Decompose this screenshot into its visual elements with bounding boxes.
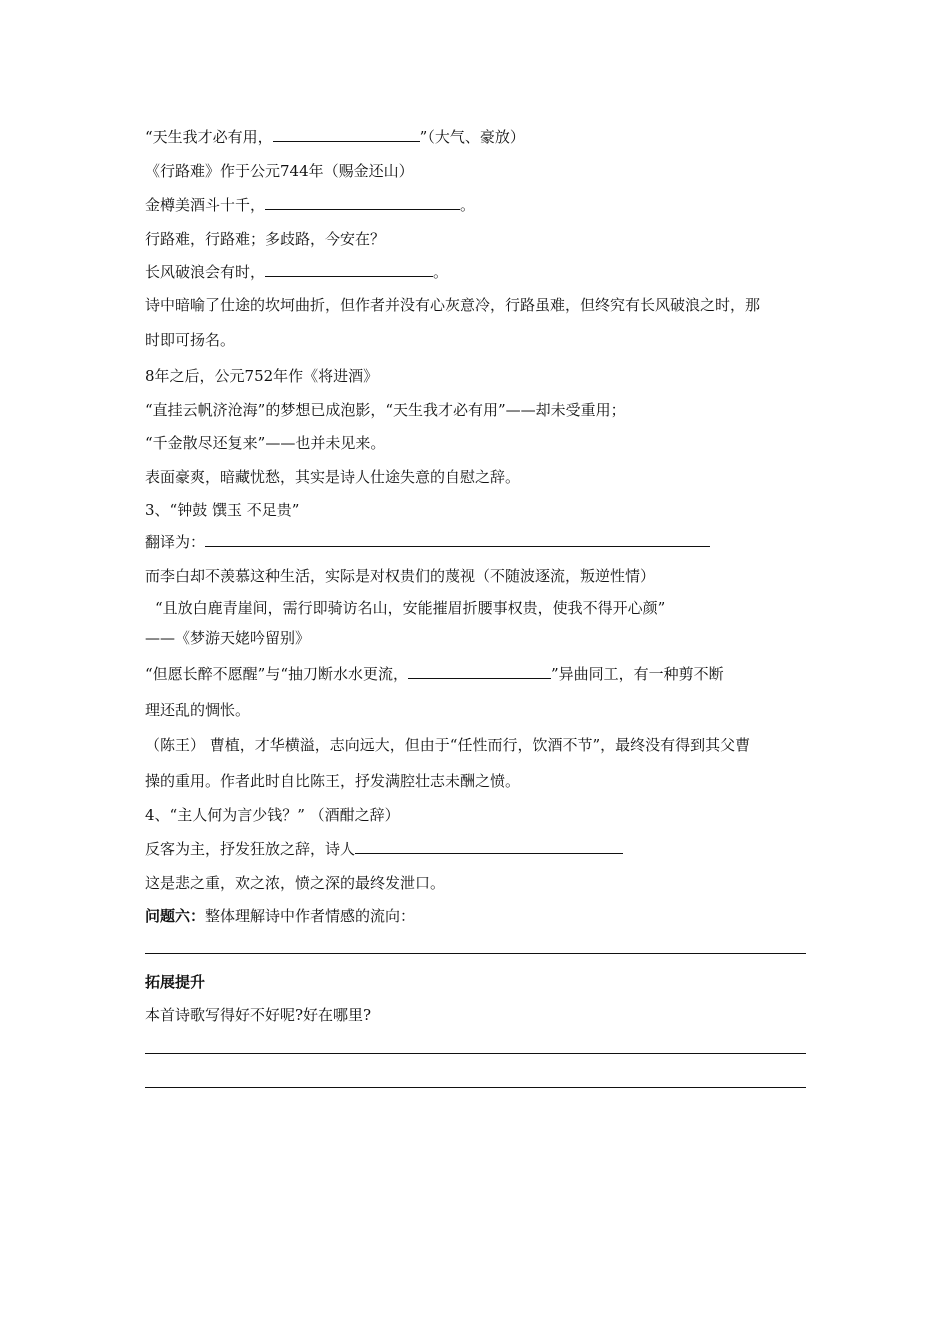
fill-blank-5[interactable] — [408, 664, 551, 679]
line-19: （陈王） 曹植，才华横溢，志向远大，但由于“任性而行，饮酒不节”，最终没有得到其父曹 — [145, 736, 751, 754]
line-22-text: 反客为主，抒发狂放之辞，诗人 — [145, 840, 356, 858]
line-8: 8年之后，公元752年作《将进酒》 — [145, 367, 379, 385]
period: 。 — [433, 263, 449, 281]
line-22 — [145, 839, 810, 859]
line-26: 本首诗歌写得好不好呢?好在哪里? — [145, 1006, 372, 1024]
line-21: 4、“主人何为言少钱？” （酒酣之辞） — [145, 806, 400, 824]
quote-end: ”（大气、豪放） — [419, 128, 525, 146]
line-6: 诗中暗喻了仕途的坎坷曲折，但作者并没有心灰意冷，行路虽难，但终究有长风破浪之时，那 — [145, 296, 761, 314]
fill-blank-6[interactable] — [355, 839, 623, 854]
line-23: 这是悲之重，欢之浓，愤之深的最终发泄口。 — [145, 874, 446, 892]
line-1 — [145, 127, 810, 147]
quote-start: “但愿长醉不愿醒”与“抽刀断水水更流， — [145, 665, 409, 683]
line-7: 时即可扬名。 — [145, 331, 236, 349]
line-17 — [145, 664, 810, 684]
question-six-label: 问题六： — [145, 907, 206, 925]
fill-blank-1[interactable] — [273, 127, 420, 142]
line-5 — [145, 262, 810, 282]
line-2: 《行路难》作于公元744年（赐金还山） — [145, 162, 414, 180]
line-18: 理还乱的惆怅。 — [145, 701, 251, 719]
question-six-text: 整体理解诗中作者情感的流向： — [205, 907, 416, 925]
translate-label: 翻译为： — [145, 533, 206, 551]
line-20: 操的重用。作者此时自比陈王，抒发满腔壮志未酬之愤。 — [145, 772, 521, 790]
quote-start: “天生我才必有用， — [145, 128, 273, 146]
answer-line-2[interactable] — [145, 1053, 806, 1054]
line-11: 表面豪爽，暗藏忧愁，其实是诗人仕途失意的自慰之辞。 — [145, 468, 521, 486]
line-4: 行路难，行路难；多歧路，今安在？ — [145, 230, 386, 248]
line-15: “且放白鹿青崖间，需行即骑访名山，安能摧眉折腰事权贵，使我不得开心颜” — [155, 599, 666, 617]
poem-start: 长风破浪会有时， — [145, 263, 266, 281]
poem-start: 金樽美酒斗十千， — [145, 196, 266, 214]
fill-blank-4[interactable] — [205, 532, 710, 547]
period: 。 — [460, 196, 476, 214]
line-12: 3、“钟鼓 馔玉 不足贵” — [145, 501, 300, 519]
fill-blank-2[interactable] — [265, 195, 460, 210]
line-10: “千金散尽还复来”——也并未见来。 — [145, 434, 386, 452]
line-3 — [145, 195, 810, 215]
line-16: ——《梦游天姥吟留别》 — [145, 629, 311, 647]
quote-end: ”异曲同工，有一种剪不断 — [551, 665, 724, 683]
answer-line-3[interactable] — [145, 1087, 806, 1088]
fill-blank-3[interactable] — [265, 262, 433, 277]
line-9: “直挂云帆济沧海”的梦想已成泡影，“天生我才必有用”——却未受重用； — [145, 401, 626, 419]
answer-line-1[interactable] — [145, 953, 806, 954]
line-13 — [145, 532, 810, 552]
line-14: 而李白却不羡慕这种生活，实际是对权贵们的蔑视（不随波逐流，叛逆性情） — [145, 567, 656, 585]
section-heading: 拓展提升 — [145, 973, 206, 991]
line-24 — [145, 906, 810, 926]
